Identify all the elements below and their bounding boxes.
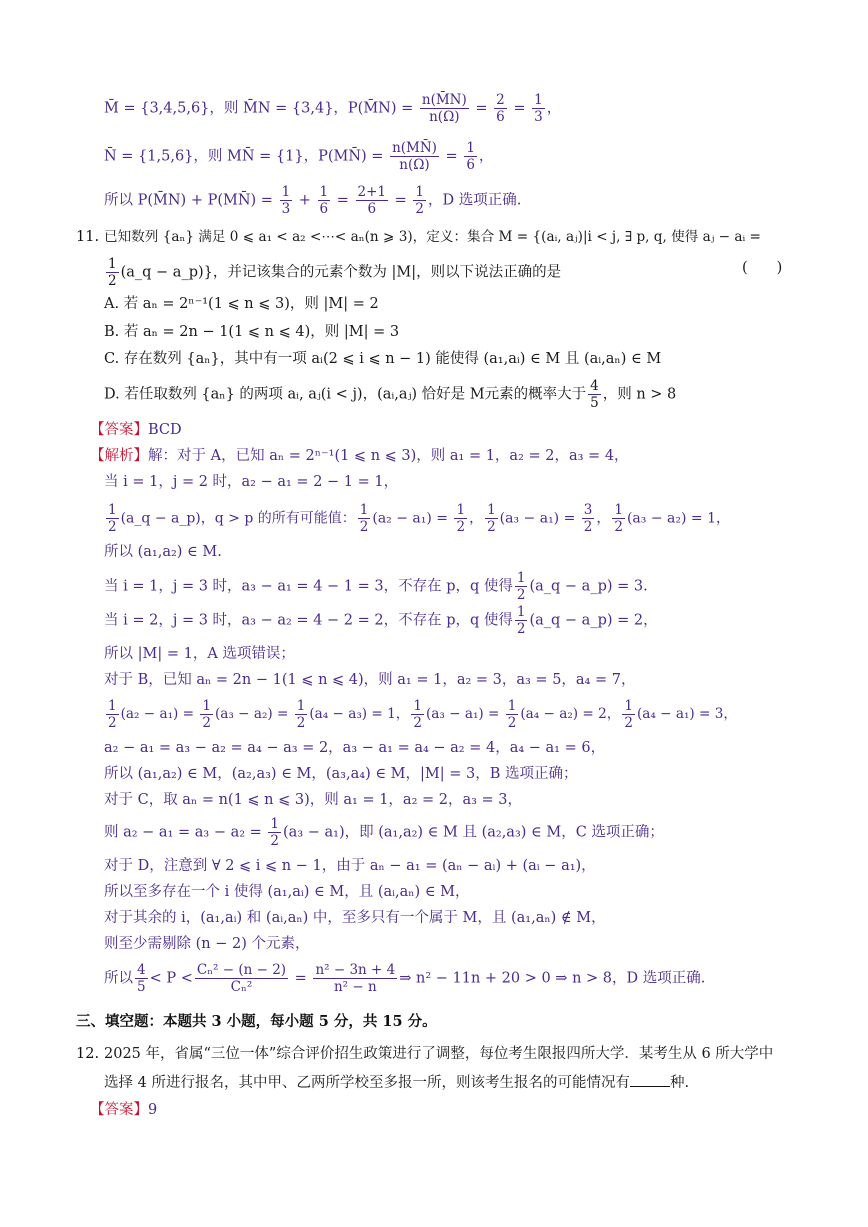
analysis-line-10: a₂ − a₁ = a₃ − a₂ = a₄ − a₃ = 2，a₃ − a₁ = a₄ − a₂ = 4，a₄ − a₁ = 6， [104, 740, 606, 756]
analysis-line-12: 对于 C，取 aₙ = n(1 ⩽ n ⩽ 3)，则 a₁ = 1，a₂ = 2，a₃ = 3， [104, 792, 523, 808]
analysis-line-3: $\frac{1}{2}$ (a_q − a_p)，q > p 的所有可能值： $\frac{1}{2}$ (a₂ − a₁) = $\frac{1}{2}$ ， $\frac{1}{2}$ (a₃ − a₁) = $\frac{3}{2}$ ， $\frac{1}{2}$ (a₃ − a₂) = 1， [108, 502, 730, 535]
analysis-line-1: 【解析】解：对于 A，已知 aₙ = 2ⁿ⁻¹(1 ⩽ n ⩽ 3)，则 a₁ = 1，a₂ = 2，a₃ = 4， [90, 448, 629, 464]
analysis-line-18: 所以 $\frac{4}{5}$ < P < $\frac{\text{Cₙ² − (n − 2)}}{\text{Cₙ²}}$ = $\frac{\text{n² − 3n + 4}}{\text{n² − n}}$ ⇒ n² − 11n + 20 > 0 ⇒ n > 8，D 选项正确. [104, 962, 706, 995]
answer-tag: 【答案】 [90, 422, 148, 438]
analysis-line-13: 则 a₂ − a₁ = a₃ − a₂ = $\frac{1}{2}$ (a₃ − a₁)，即 (a₁,a₂) ∈ M 且 (a₂,a₃) ∈ M，C 选项正确； [104, 816, 664, 849]
analysis-tag: 【解析】 [90, 448, 148, 464]
question-12-number: 12. [76, 1046, 100, 1062]
analysis-line-15: 所以至多存在一个 i 使得 (a₁,aᵢ) ∈ M，且 (aᵢ,aₙ) ∈ M， [104, 884, 470, 900]
answer-12-value: 9 [148, 1102, 158, 1118]
analysis-line-6: 当 i = 2，j = 3 时，a₃ − a₂ = 4 − 2 = 2，不存在 p，q 使得 $\frac{1}{2}$ (a_q − a_p) = 2， [104, 604, 658, 637]
solution-line-nbar: N̄ = {1,5,6}，则 MN̄ = {1}，P(MN̄) = $\frac{n(MN̄)}{n(\Omega)}$ = $\frac{1}{6}$ ， [104, 140, 494, 173]
analysis-line-2: 当 i = 1，j = 2 时，a₂ − a₁ = 2 − 1 = 1， [104, 474, 399, 490]
answer-blank[interactable] [630, 1072, 670, 1087]
answer-line [90, 420, 182, 440]
section-3-heading: 三、填空题：本题共 3 小题，每小题 5 分，共 15 分。 [76, 1013, 437, 1030]
analysis-line-5: 当 i = 1，j = 3 时，a₃ − a₁ = 4 − 1 = 3，不存在 p，q 使得 $\frac{1}{2}$ (a_q − a_p) = 3. [104, 570, 648, 603]
solution-line-mbar: M̄ = {3,4,5,6}，则 M̄N = {3,4}，P(M̄N) = $\frac{n(M̄N)}{n(\Omega)}$ = $\frac{2}{6}$ = $\frac{1}{3}$ ， [104, 92, 562, 125]
analysis-line-11: 所以 (a₁,a₂) ∈ M，(a₂,a₃) ∈ M，(a₃,a₄) ∈ M，|M| = 3，B 选项正确； [104, 766, 578, 782]
analysis-line-17: 则至少需剔除 (n − 2) 个元素， [104, 936, 310, 952]
analysis-line-4: 所以 (a₁,a₂) ∈ M. [104, 544, 222, 560]
option-a: A. 若 aₙ = 2ⁿ⁻¹(1 ⩽ n ⩽ 3)，则 |M| = 2 [104, 296, 379, 312]
solution-line-sum: 所以 P(M̄N) + P(MN̄) = $\frac{1}{3}$ + $\frac{1}{6}$ = $\frac{2+1}{6}$ = $\frac{1}{2}$ ，D 选项正确. [104, 184, 522, 217]
analysis-line-7: 所以 |M| = 1，A 选项错误； [104, 646, 295, 662]
answer-12-line [90, 1100, 157, 1120]
analysis-line-9: $\frac{1}{2}$ (a₂ − a₁) = $\frac{1}{2}$ (a₃ − a₂) = $\frac{1}{2}$ (a₄ − a₃) = 1， $\frac{1}{2}$ (a₃ − a₁) = $\frac{1}{2}$ (a₄ − a₂) = 2， $\frac{1}{2}$ (a₄ − a₁) = 3， [108, 698, 737, 731]
analysis-line-14: 对于 D，注意到 ∀ 2 ⩽ i ⩽ n − 1，由于 aₙ − a₁ = (aₙ − aᵢ) + (aᵢ − a₁)， [104, 858, 596, 874]
analysis-line-8: 对于 B，已知 aₙ = 2n − 1(1 ⩽ n ⩽ 4)，则 a₁ = 1，a₂ = 3，a₃ = 5，a₄ = 7， [104, 672, 636, 688]
analysis-line-16: 对于其余的 i，(a₁,aᵢ) 和 (aᵢ,aₙ) 中，至多只有一个属于 M，且 (a₁,aₙ) ∉ M， [104, 910, 606, 926]
question-11-stem-line1: 已知数列 {aₙ} 满足 0 ⩽ a₁ < a₂ <⋯< aₙ(n ⩾ 3)，定义：集合 M = {(aᵢ, aⱼ)|i < j, ∃ p, q, 使得 aⱼ − aᵢ = [104, 229, 761, 245]
option-b: B. 若 aₙ = 2n − 1(1 ⩽ n ⩽ 4)，则 |M| = 3 [104, 324, 400, 340]
question-11-stem-line2: $\frac{1}{2}$ (a_q − a_p)}，并记该集合的元素个数为 |M|，则以下说法正确的是 [108, 256, 562, 289]
answer-12-tag: 【答案】 [90, 1102, 148, 1118]
question-12-stem-line2: 选择 4 所进行报名，其中甲、乙两所学校至多报一所，则该考生报名的可能情况有 种. [104, 1072, 689, 1093]
option-d: D. 若任取数列 {aₙ} 的两项 aᵢ, aⱼ(i < j)，(aᵢ,aⱼ) 恰好是 M元素的概率大于 $\frac{4}{5}$ ，则 n > 8 [104, 378, 677, 411]
answer-value: BCD [148, 422, 182, 438]
option-c: C. 存在数列 {aₙ}，其中有一项 aᵢ(2 ⩽ i ⩽ n − 1) 能使得 (a₁,aᵢ) ∈ M 且 (aᵢ,aₙ) ∈ M [104, 351, 662, 367]
answer-parentheses: ( ) [742, 260, 783, 276]
question-11-number: 11. [76, 229, 100, 245]
question-12-stem-line1: 2025 年，省属“三位一体”综合评价招生政策进行了调整，每位考生限报四所大学．某考生从 6 所大学中 [104, 1046, 774, 1062]
